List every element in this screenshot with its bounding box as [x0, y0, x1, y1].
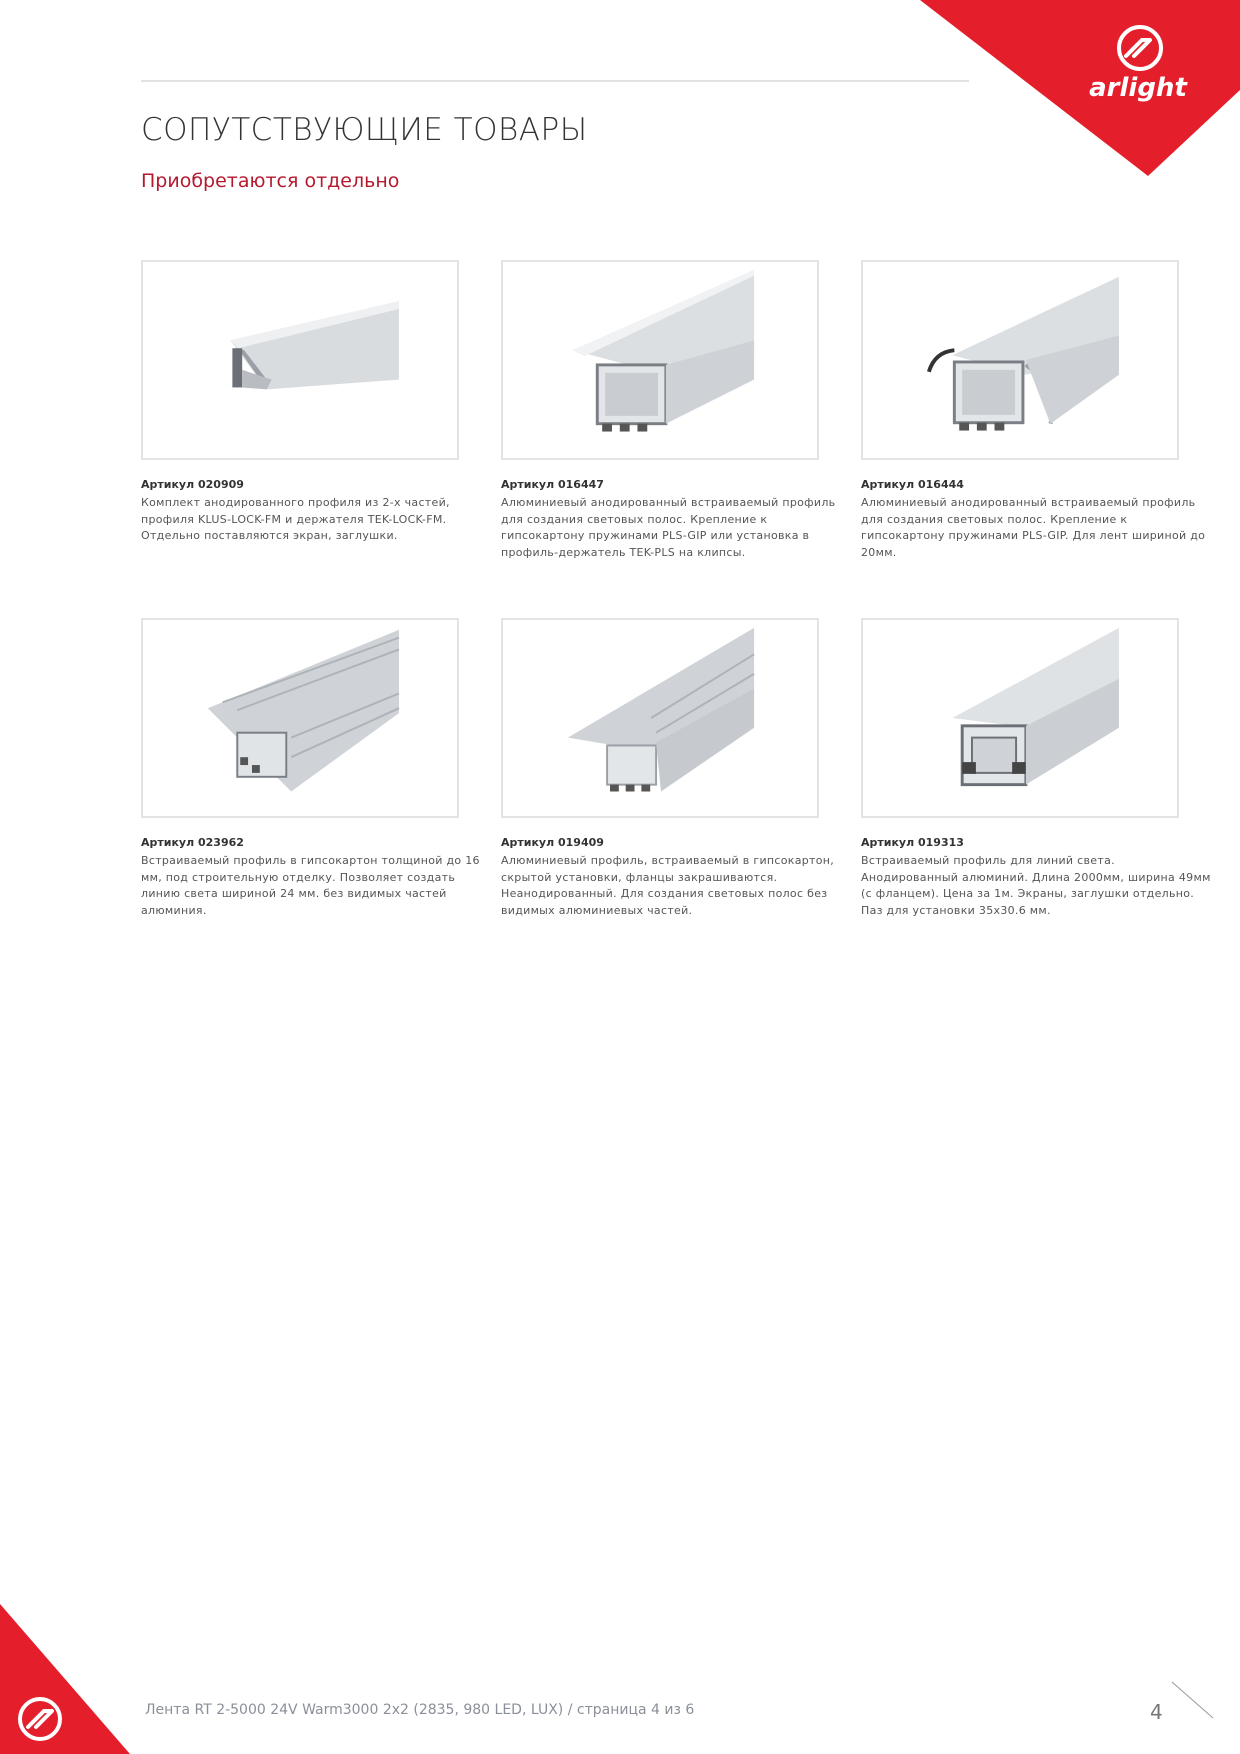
footer-document-title: Лента RT 2-5000 24V Warm3000 2x2 (2835, 980 LED, LUX) / страница 4 из 6 [145, 1702, 695, 1718]
product-description: Алюминиевый профиль, встраиваемый в гипсокартон, скрытой установки, фланцы закрашиваются. Неанодированный. Для создания световых полос без видимых алюминиевых частей. [501, 854, 835, 917]
product-sku: Артикул 020909 [141, 478, 244, 491]
recessed-profile-image[interactable] [501, 260, 819, 460]
plaster-profile-image[interactable] [141, 618, 459, 818]
product-description: Алюминиевый анодированный встраиваемый профиль для создания световых полос. Крепление к гипсокартону пружинами PLS-GIP. Для лент шириной до 20мм. [861, 496, 1206, 559]
product-description: Комплект анодированного профиля из 2-х частей, профиля KLUS-LOCK-FM и держателя TEK-LOCK-FM. Отдельно поставляются экран, заглушки. [141, 496, 450, 542]
product-sku: Артикул 019313 [861, 836, 964, 849]
product-description: Встраиваемый профиль для линий света. Анодированный алюминий. Длина 2000мм, ширина 49мм (с фланцем). Цена за 1м. Экраны, заглушки отдельно. Паз для установки 35x30.6 мм. [861, 854, 1211, 917]
page-number: 4 [1150, 1700, 1163, 1724]
arlight-icon-corner [0, 1604, 130, 1754]
corner-profile-image[interactable] [141, 260, 459, 460]
page-subtitle: Приобретаются отдельно [141, 170, 400, 192]
header-rule [141, 80, 969, 82]
product-sku: Артикул 016444 [861, 478, 964, 491]
page-corner-line [1170, 1680, 1215, 1720]
product-sku: Артикул 019409 [501, 836, 604, 849]
arlight-logo-corner [920, 0, 1240, 180]
page-title: СОПУТСТВУЮЩИЕ ТОВАРЫ [141, 112, 588, 148]
plaster-profile-2-image[interactable] [501, 618, 819, 818]
product-description: Алюминиевый анодированный встраиваемый профиль для создания световых полос. Крепление к гипсокартону пружинами PLS-GIP или установка в профиль-держатель TEK-PLS на клипсы. [501, 496, 836, 559]
recessed-profile-curved-image[interactable] [861, 260, 1179, 460]
product-description: Встраиваемый профиль в гипсокартон толщиной до 16 мм, под строительную отделку. Позволяет создать линию света шириной 24 мм. без видимых частей алюминия. [141, 854, 480, 917]
product-sku: Артикул 016447 [501, 478, 604, 491]
flanged-profile-image[interactable] [861, 618, 1179, 818]
brand-logo-text: arlight [1089, 73, 1187, 103]
product-sku: Артикул 023962 [141, 836, 244, 849]
